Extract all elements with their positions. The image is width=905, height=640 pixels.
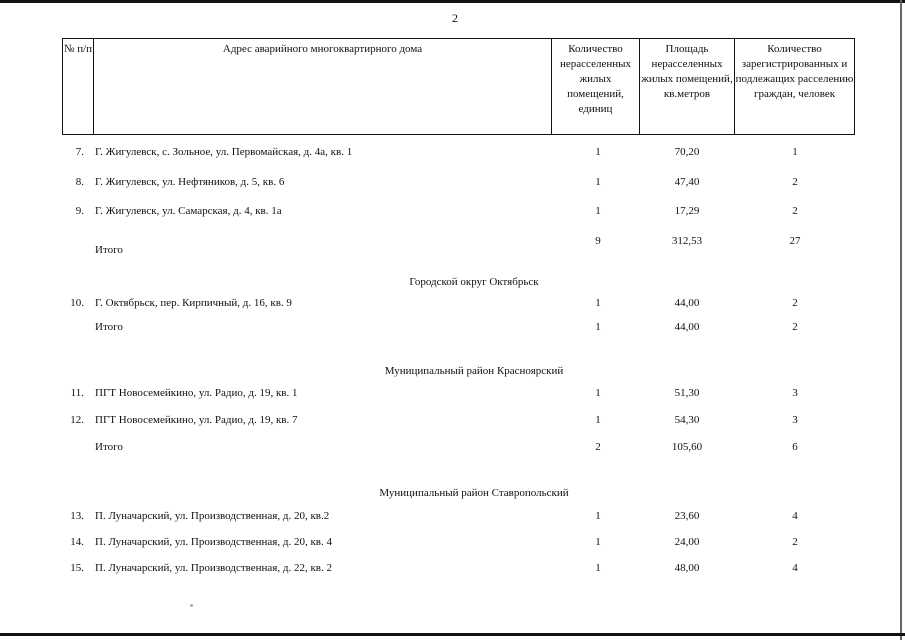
row-people: 2 (792, 205, 798, 217)
row-address: Г. Октябрьск, пер. Кирпичный, д. 16, кв. 9 (95, 297, 292, 309)
total-row (0, 439, 900, 455)
row-area: 48,00 (674, 562, 700, 574)
row-people: 3 (792, 414, 798, 426)
row-address: П. Луначарский, ул. Производственная, д. 20, кв. 4 (95, 536, 333, 548)
row-qty: 1 (595, 562, 601, 574)
row-qty: 1 (595, 176, 601, 188)
table-row (0, 144, 900, 160)
row-qty: 1 (595, 387, 601, 399)
header-address: Адрес аварийного многоквартирного дома (93, 38, 552, 135)
total-area: 312,53 (671, 235, 703, 247)
row-area: 51,30 (674, 387, 700, 399)
header-area: Площадь нерасселенных жилых помещений, кв.метров (639, 38, 735, 135)
header-num: № п/п (62, 38, 94, 135)
section-title: Муниципальный район Красноярский (384, 365, 564, 377)
scan-speck (190, 604, 193, 607)
row-address: ПГТ Новосемейкино, ул. Радио, д. 19, кв. 7 (95, 414, 298, 426)
table-row (0, 203, 900, 219)
total-label-row (0, 242, 900, 258)
total-area: 105,60 (671, 441, 703, 453)
total-label: Итого (95, 244, 123, 256)
table-row (0, 560, 900, 576)
total-people: 27 (789, 235, 801, 247)
header-qty: Количество нерасселенных жилых помещений, единиц (551, 38, 640, 135)
row-num: 15. (70, 562, 84, 574)
row-address: Г. Жигулевск, ул. Самарская, д. 4, кв. 1а (95, 205, 282, 217)
scan-border-bottom (0, 633, 905, 636)
table-row (0, 508, 900, 524)
row-area: 23,60 (674, 510, 700, 522)
page-number: 2 (452, 11, 458, 25)
total-row (0, 319, 900, 335)
total-area: 44,00 (674, 321, 700, 333)
row-num: 7. (75, 146, 84, 158)
row-qty: 1 (595, 205, 601, 217)
row-people: 3 (792, 387, 798, 399)
row-address: П. Луначарский, ул. Производственная, д. 20, кв.2 (95, 510, 330, 522)
scan-border-top (0, 0, 905, 3)
row-people: 2 (792, 297, 798, 309)
total-label: Итого (95, 441, 123, 453)
row-people: 1 (792, 146, 798, 158)
row-num: 9. (75, 205, 84, 217)
row-qty: 1 (595, 297, 601, 309)
row-address: П. Луначарский, ул. Производственная, д. 22, кв. 2 (95, 562, 333, 574)
scan-border-right (900, 0, 902, 640)
row-qty: 1 (595, 510, 601, 522)
table-row (0, 174, 900, 190)
total-people: 6 (792, 441, 798, 453)
table-row (0, 412, 900, 428)
row-area: 17,29 (674, 205, 700, 217)
total-qty: 1 (595, 321, 601, 333)
row-address: ПГТ Новосемейкино, ул. Радио, д. 19, кв. 1 (95, 387, 298, 399)
row-qty: 1 (595, 414, 601, 426)
table-row (0, 295, 900, 311)
row-qty: 1 (595, 536, 601, 548)
row-people: 2 (792, 176, 798, 188)
table-row (0, 534, 900, 550)
row-area: 44,00 (674, 297, 700, 309)
row-num: 14. (70, 536, 84, 548)
row-area: 54,30 (674, 414, 700, 426)
row-area: 70,20 (674, 146, 700, 158)
row-qty: 1 (595, 146, 601, 158)
table-row (0, 385, 900, 401)
row-address: Г. Жигулевск, ул. Нефтяников, д. 5, кв. 6 (95, 176, 285, 188)
row-people: 2 (792, 536, 798, 548)
section-title: Городской округ Октябрьск (409, 276, 539, 288)
row-num: 12. (70, 414, 84, 426)
section-title: Муниципальный район Ставропольский (379, 487, 569, 499)
total-label: Итого (95, 321, 123, 333)
total-people: 2 (792, 321, 798, 333)
row-num: 10. (70, 297, 84, 309)
row-area: 47,40 (674, 176, 700, 188)
row-people: 4 (792, 562, 798, 574)
total-qty: 9 (595, 235, 601, 247)
row-area: 24,00 (674, 536, 700, 548)
header-people: Количество зарегистрированных и подлежащих расселению граждан, человек (734, 38, 855, 135)
row-num: 8. (75, 176, 84, 188)
row-num: 11. (70, 387, 84, 399)
total-qty: 2 (595, 441, 601, 453)
row-address: Г. Жигулевск, с. Зольное, ул. Первомайская, д. 4а, кв. 1 (95, 146, 353, 158)
row-num: 13. (70, 510, 84, 522)
row-people: 4 (792, 510, 798, 522)
